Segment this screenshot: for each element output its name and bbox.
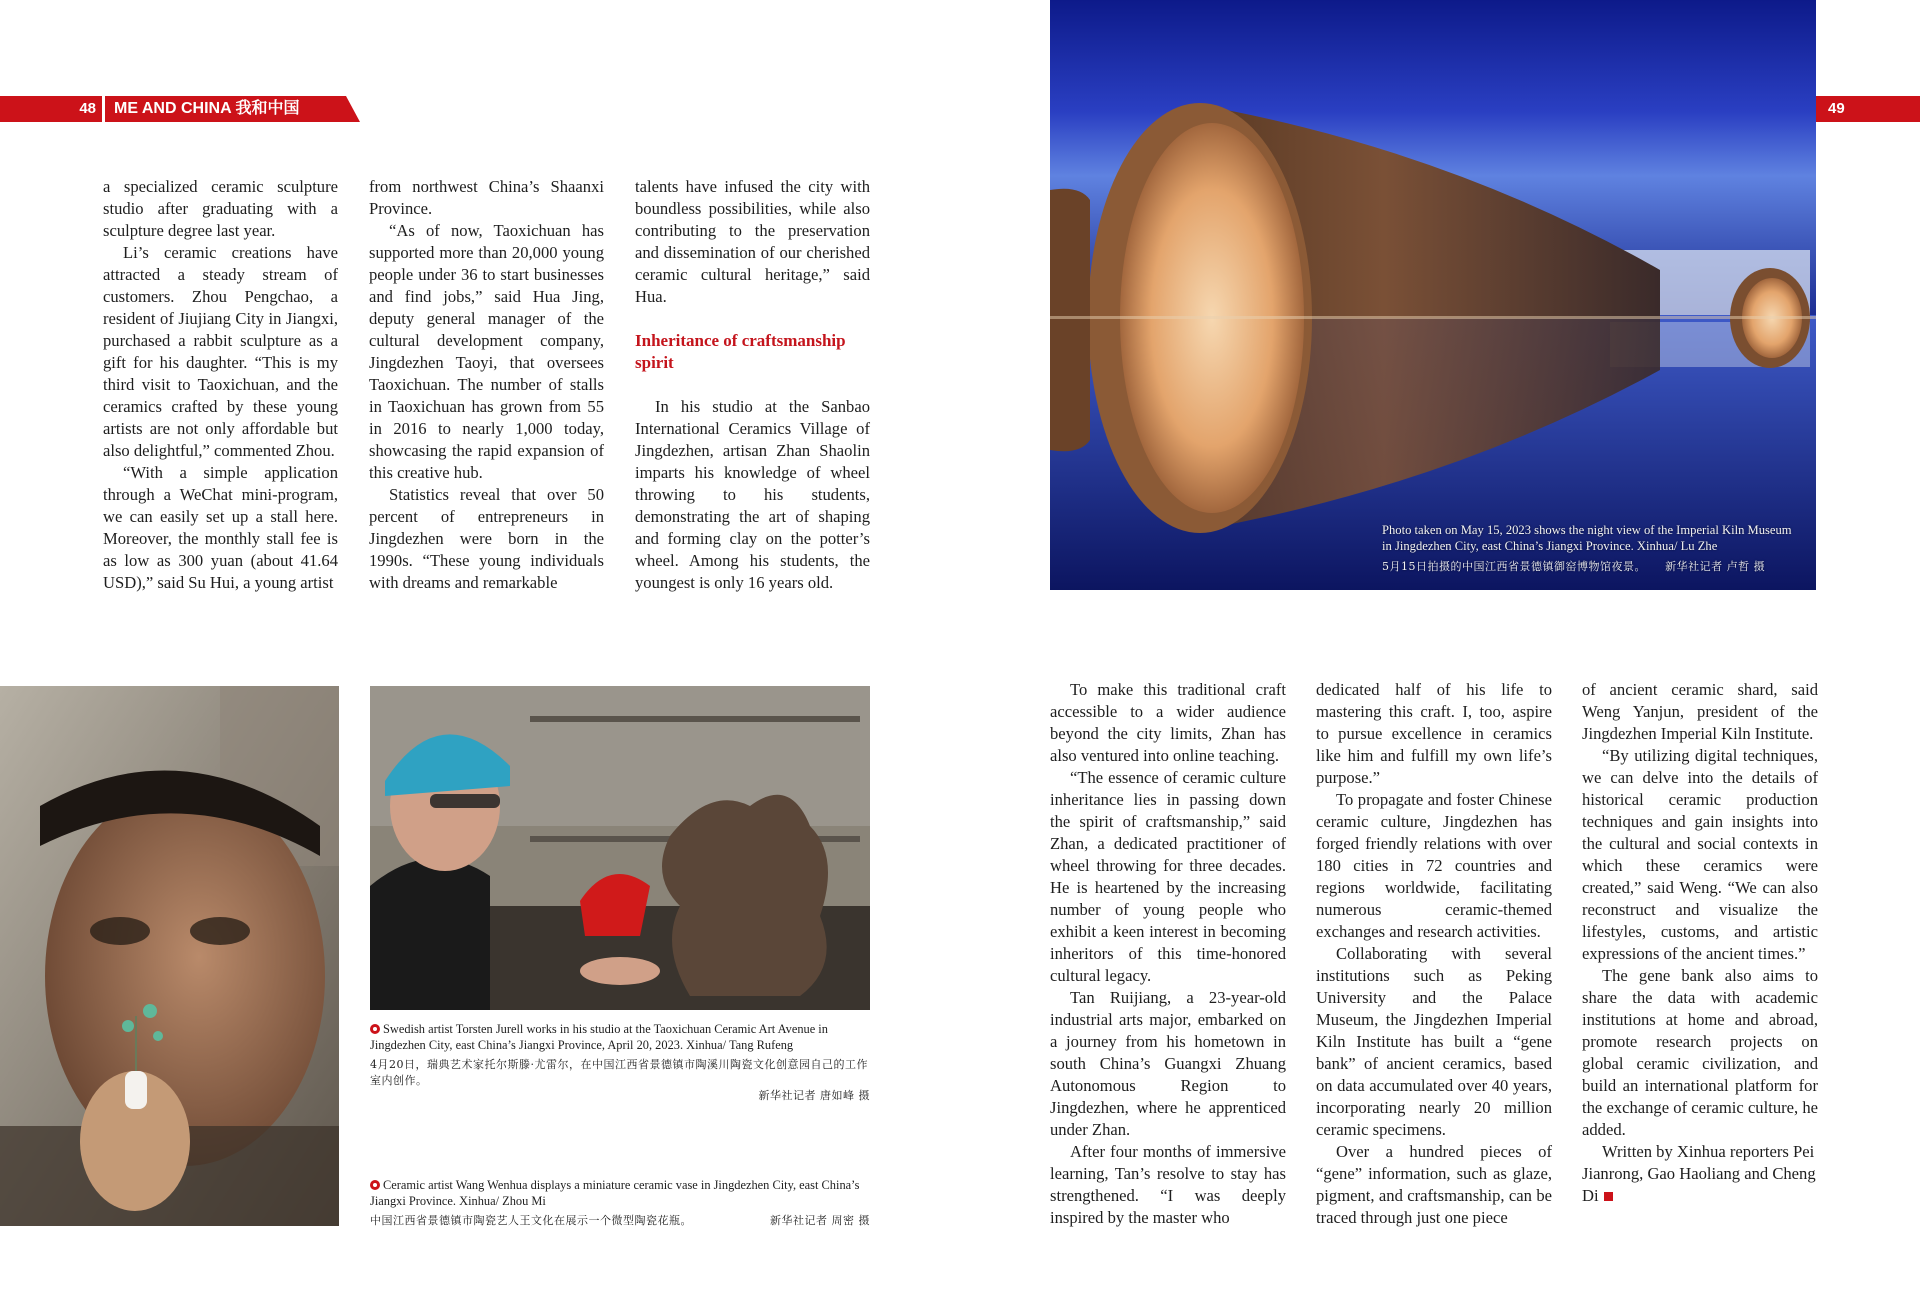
paragraph: Statistics reveal that over 50 percent of entrepreneurs in Jingdezhen were born in the 1990s. “These young individuals with dreams and remarkable: [369, 485, 604, 592]
paragraph: talents have infused the city with boundless possibilities, while also contributing to the preservation and dissemination of our cherished ceramic cultural heritage,” said Hua.: [635, 177, 870, 306]
header-divider: [102, 96, 105, 122]
jurell-photo-caption: [370, 1022, 870, 1104]
paragraph: a specialized ceramic sculpture studio after graduating with a sculpture degree last year.: [103, 177, 338, 240]
paragraph: from northwest China’s Shaanxi Province.: [369, 177, 604, 218]
article-column-bottom-3: [1582, 679, 1818, 1207]
caption-chinese: 5月15日拍摄的中国江西省景德镇御窑博物馆夜景。: [1382, 560, 1646, 573]
caption-bullet-icon: [370, 1024, 380, 1034]
torsten-jurell-photo: [370, 686, 870, 1010]
paragraph: dedicated half of his life to mastering this craft. I, too, aspire to pursue excellence in ceramics like him and fulfill my own life’s purpose.”: [1316, 680, 1552, 787]
paragraph: “By utilizing digital techniques, we can delve into the details of historical ceramic production techniques and gain insights into the cultural and social contexts in which these ceramics were created,” said Weng. “We can also reconstruct and visualize the lifestyles, customs, and artistic expressions of the ancient times.”: [1582, 746, 1818, 963]
caption-chinese: 中国江西省景德镇市陶瓷艺人王文化在展示一个微型陶瓷花瓶。: [370, 1214, 692, 1227]
page-number-right: 49: [1828, 100, 1845, 117]
paragraph: Li’s ceramic creations have attracted a steady stream of customers. Zhou Pengchao, a resident of Jiujiang City in Jiangxi, purchased a rabbit sculpture as a gift for his daughter. “This is my third visit to Taoxichuan, and the ceramics crafted by these young artists are not only affordable but also delightful,” commented Zhou.: [103, 243, 338, 460]
paragraph: To propagate and foster Chinese ceramic culture, Jingdezhen has forged friendly relations with over 180 cities in 72 countries and regions worldwide, facilitating numerous ceramic-themed exchanges and research activities.: [1316, 790, 1552, 941]
article-column-top-2: [369, 176, 604, 594]
torsten-jurell-illustration: [370, 686, 870, 1010]
wang-wenhua-photo: [0, 686, 339, 1226]
end-mark-icon: [1604, 1192, 1613, 1201]
wang-wenhua-illustration: [0, 686, 339, 1226]
paragraph: of ancient ceramic shard, said Weng Yanjun, president of the Jingdezhen Imperial Kiln Institute.: [1582, 680, 1818, 743]
wang-photo-caption: [370, 1178, 870, 1229]
paragraph: “With a simple application through a WeChat mini-program, we can easily set up a stall here. Moreover, the monthly stall fee is as low as 300 yuan (about 41.64 USD),” said Su Hui, a young artist: [103, 463, 338, 592]
caption-chinese-row: [370, 1213, 870, 1229]
paragraph: The gene bank also aims to share the data with academic institutions at home and abroad, promote research projects on global ceramic civilization, and build an international platform for the exchange of ceramic culture, he added.: [1582, 966, 1818, 1139]
caption-chinese-credit-row: [370, 1088, 870, 1104]
paragraph: After four months of immersive learning, Tan’s resolve to stay has strengthened. “I was deeply inspired by the master who: [1050, 1142, 1286, 1227]
paragraph: “The essence of ceramic culture inheritance lies in passing down the spirit of craftsmanship,” said Zhan, a dedicated practitioner of wheel throwing for three decades. He is heartened by the increasing number of young people who exhibit a keen interest in becoming inheritors of this time-honored cultural legacy.: [1050, 768, 1286, 985]
caption-chinese-credit: 新华社记者 唐如峰 摄: [758, 1089, 870, 1102]
caption-chinese-credit: 新华社记者 周密 摄: [770, 1214, 870, 1227]
paragraph: Over a hundred pieces of “gene” information, such as glaze, pigment, and craftsmanship, can be traced through just one piece: [1316, 1142, 1552, 1227]
caption-english: Photo taken on May 15, 2023 shows the night view of the Imperial Kiln Museum in Jingdezhen City, east China’s Jiangxi Province. Xinhua/ Lu Zhe: [1382, 523, 1792, 553]
article-column-top-1: [103, 176, 338, 594]
caption-chinese-row: [1382, 558, 1802, 575]
caption-bullet-icon: [370, 1180, 380, 1190]
museum-night-illustration: [1050, 0, 1816, 590]
caption-chinese: 4月20日，瑞典艺术家托尔斯滕·尤雷尔，在中国江西省景德镇市陶溪川陶瓷文化创意园自己的工作室内创作。: [370, 1058, 868, 1087]
caption-english: Ceramic artist Wang Wenhua displays a miniature ceramic vase in Jingdezhen City, east China’s Jiangxi Province. Xinhua/ Zhou Mi: [370, 1178, 860, 1208]
byline: [1582, 1141, 1818, 1207]
paragraph: Collaborating with several institutions such as Peking University and the Palace Museum, the Jingdezhen Imperial Kiln Institute has built a “gene bank” of ancient ceramics, based on data accumulated over 40 years, incorporating nearly 20 million ceramic specimens.: [1316, 944, 1552, 1139]
paragraph: “As of now, Taoxichuan has supported more than 20,000 young people under 36 to start businesses and find jobs,” said Hua Jing, deputy general manager of the cultural development company, Jingdezhen Taoyi, that oversees Taoxichuan. The number of stalls in Taoxichuan has grown from 55 in 2016 to nearly 1,000 today, showcasing the rapid expansion of this creative hub.: [369, 221, 604, 482]
article-column-bottom-1: [1050, 679, 1286, 1229]
paragraph: To make this traditional craft accessible to a wider audience beyond the city limits, Zhan has also ventured into online teaching.: [1050, 680, 1286, 765]
page-number-left: 48: [79, 100, 96, 117]
paragraph: In his studio at the Sanbao International Ceramics Village of Jingdezhen, artisan Zhan Shaolin imparts his knowledge of wheel throwing to his students, demonstrating the art of shaping and forming clay on the potter’s wheel. Among his students, the youngest is only 16 years old.: [635, 397, 870, 592]
caption-chinese-row: [370, 1057, 870, 1088]
caption-chinese-credit: 新华社记者 卢哲 摄: [1665, 560, 1766, 573]
article-column-top-3: [635, 176, 870, 594]
caption-english: Swedish artist Torsten Jurell works in his studio at the Taoxichuan Ceramic Art Avenue in Jingdezhen City, east China’s Jiangxi Province, April 20, 2023. Xinhua/ Tang Rufeng: [370, 1022, 828, 1052]
museum-night-photo: [1050, 0, 1816, 590]
byline-text: Written by Xinhua reporters Pei Jianrong, Gao Haoliang and Cheng Di: [1582, 1142, 1816, 1205]
article-column-bottom-2: [1316, 679, 1552, 1229]
museum-photo-caption: [1382, 522, 1802, 575]
section-title: ME AND CHINA 我和中国: [114, 100, 300, 117]
subheading: Inheritance of craftsmanship spirit: [635, 331, 846, 372]
paragraph: Tan Ruijiang, a 23-year-old industrial arts major, embarked on a journey from his hometown in south China’s Guangxi Zhuang Autonomous Region to Jingdezhen, where he apprenticed under Zhan.: [1050, 988, 1286, 1139]
